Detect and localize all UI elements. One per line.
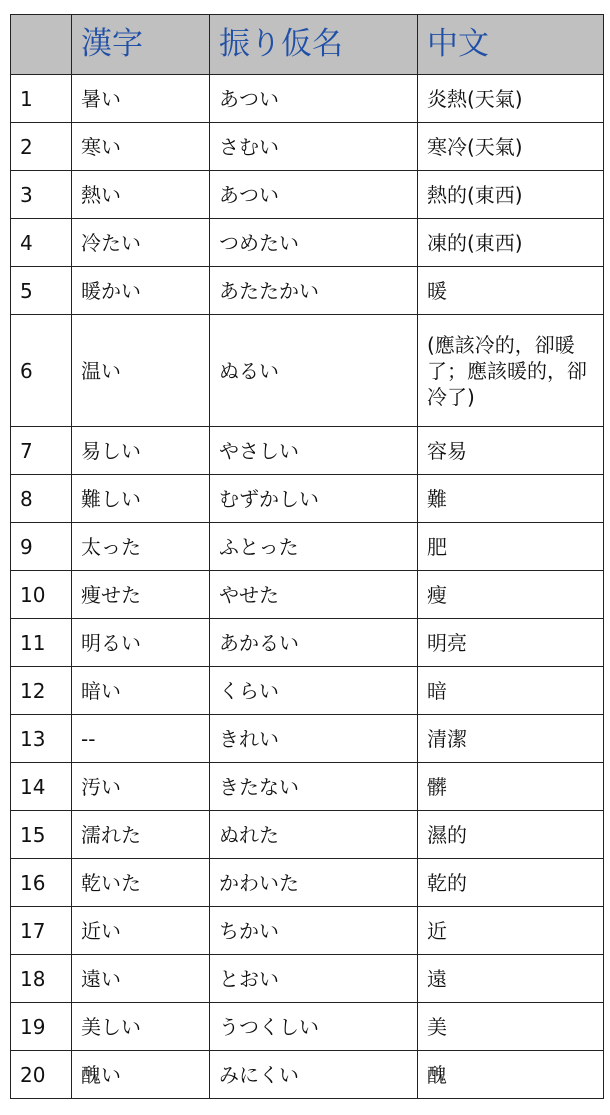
furigana-cell: やさしい [210, 427, 418, 475]
table-row [11, 955, 604, 1003]
vocabulary-table [10, 14, 604, 1099]
chinese-cell: 炎熱(天氣) [418, 75, 604, 123]
table-row [11, 859, 604, 907]
row-number: 20 [11, 1051, 72, 1099]
furigana-cell: ふとった [210, 523, 418, 571]
table-row [11, 907, 604, 955]
row-number: 14 [11, 763, 72, 811]
kanji-cell: 温い [72, 315, 210, 427]
table-row [11, 1003, 604, 1051]
furigana-cell: むずかしい [210, 475, 418, 523]
chinese-cell: 美 [418, 1003, 604, 1051]
kanji-cell: 痩せた [72, 571, 210, 619]
furigana-cell: くらい [210, 667, 418, 715]
row-number: 6 [11, 315, 72, 427]
kanji-cell: 明るい [72, 619, 210, 667]
furigana-cell: さむい [210, 123, 418, 171]
kanji-cell: 汚い [72, 763, 210, 811]
table-row [11, 75, 604, 123]
chinese-cell: 清潔 [418, 715, 604, 763]
row-number: 1 [11, 75, 72, 123]
header-kanji: 漢字 [72, 15, 210, 75]
row-number: 10 [11, 571, 72, 619]
row-number: 18 [11, 955, 72, 1003]
row-number: 5 [11, 267, 72, 315]
kanji-cell: 乾いた [72, 859, 210, 907]
furigana-cell: あかるい [210, 619, 418, 667]
furigana-cell: ぬるい [210, 315, 418, 427]
table-row [11, 171, 604, 219]
furigana-cell: つめたい [210, 219, 418, 267]
table-row [11, 763, 604, 811]
row-number: 7 [11, 427, 72, 475]
kanji-cell: 醜い [72, 1051, 210, 1099]
kanji-cell: -- [72, 715, 210, 763]
chinese-cell: 暖 [418, 267, 604, 315]
kanji-cell: 太った [72, 523, 210, 571]
row-number: 9 [11, 523, 72, 571]
chinese-cell: 醜 [418, 1051, 604, 1099]
kanji-cell: 難しい [72, 475, 210, 523]
furigana-cell: あたたかい [210, 267, 418, 315]
kanji-cell: 暑い [72, 75, 210, 123]
chinese-cell: 髒 [418, 763, 604, 811]
table-row [11, 811, 604, 859]
chinese-cell: 寒冷(天氣) [418, 123, 604, 171]
row-number: 3 [11, 171, 72, 219]
chinese-cell: 近 [418, 907, 604, 955]
table-row [11, 475, 604, 523]
table-row [11, 267, 604, 315]
kanji-cell: 美しい [72, 1003, 210, 1051]
chinese-cell: 乾的 [418, 859, 604, 907]
row-number: 16 [11, 859, 72, 907]
chinese-cell: 濕的 [418, 811, 604, 859]
chinese-cell: 肥 [418, 523, 604, 571]
chinese-cell: (應該冷的，卻暖了；應該暖的，卻冷了) [418, 315, 604, 427]
chinese-cell: 凍的(東西) [418, 219, 604, 267]
furigana-cell: うつくしい [210, 1003, 418, 1051]
furigana-cell: きれい [210, 715, 418, 763]
table-row [11, 667, 604, 715]
chinese-cell: 明亮 [418, 619, 604, 667]
furigana-cell: あつい [210, 75, 418, 123]
table-body [11, 75, 604, 1099]
kanji-cell: 冷たい [72, 219, 210, 267]
furigana-cell: かわいた [210, 859, 418, 907]
chinese-cell: 遠 [418, 955, 604, 1003]
row-number: 13 [11, 715, 72, 763]
furigana-cell: ちかい [210, 907, 418, 955]
row-number: 11 [11, 619, 72, 667]
row-number: 12 [11, 667, 72, 715]
header-row [11, 15, 604, 75]
furigana-cell: ぬれた [210, 811, 418, 859]
row-number: 4 [11, 219, 72, 267]
row-number: 19 [11, 1003, 72, 1051]
furigana-cell: きたない [210, 763, 418, 811]
header-chinese: 中文 [418, 15, 604, 75]
chinese-cell: 熱的(東西) [418, 171, 604, 219]
table-row [11, 523, 604, 571]
kanji-cell: 暗い [72, 667, 210, 715]
table-row [11, 219, 604, 267]
row-number: 2 [11, 123, 72, 171]
kanji-cell: 暖かい [72, 267, 210, 315]
furigana-cell: みにくい [210, 1051, 418, 1099]
kanji-cell: 遠い [72, 955, 210, 1003]
row-number: 8 [11, 475, 72, 523]
kanji-cell: 易しい [72, 427, 210, 475]
furigana-cell: やせた [210, 571, 418, 619]
chinese-cell: 容易 [418, 427, 604, 475]
chinese-cell: 瘦 [418, 571, 604, 619]
header-number [11, 15, 72, 75]
table-row [11, 619, 604, 667]
kanji-cell: 熱い [72, 171, 210, 219]
row-number: 15 [11, 811, 72, 859]
table-row [11, 571, 604, 619]
header-furigana: 振り仮名 [210, 15, 418, 75]
table-row [11, 123, 604, 171]
chinese-cell: 暗 [418, 667, 604, 715]
table-row [11, 427, 604, 475]
kanji-cell: 近い [72, 907, 210, 955]
table-row [11, 315, 604, 427]
furigana-cell: とおい [210, 955, 418, 1003]
table-row [11, 715, 604, 763]
furigana-cell: あつい [210, 171, 418, 219]
kanji-cell: 濡れた [72, 811, 210, 859]
chinese-cell: 難 [418, 475, 604, 523]
table-row [11, 1051, 604, 1099]
row-number: 17 [11, 907, 72, 955]
kanji-cell: 寒い [72, 123, 210, 171]
